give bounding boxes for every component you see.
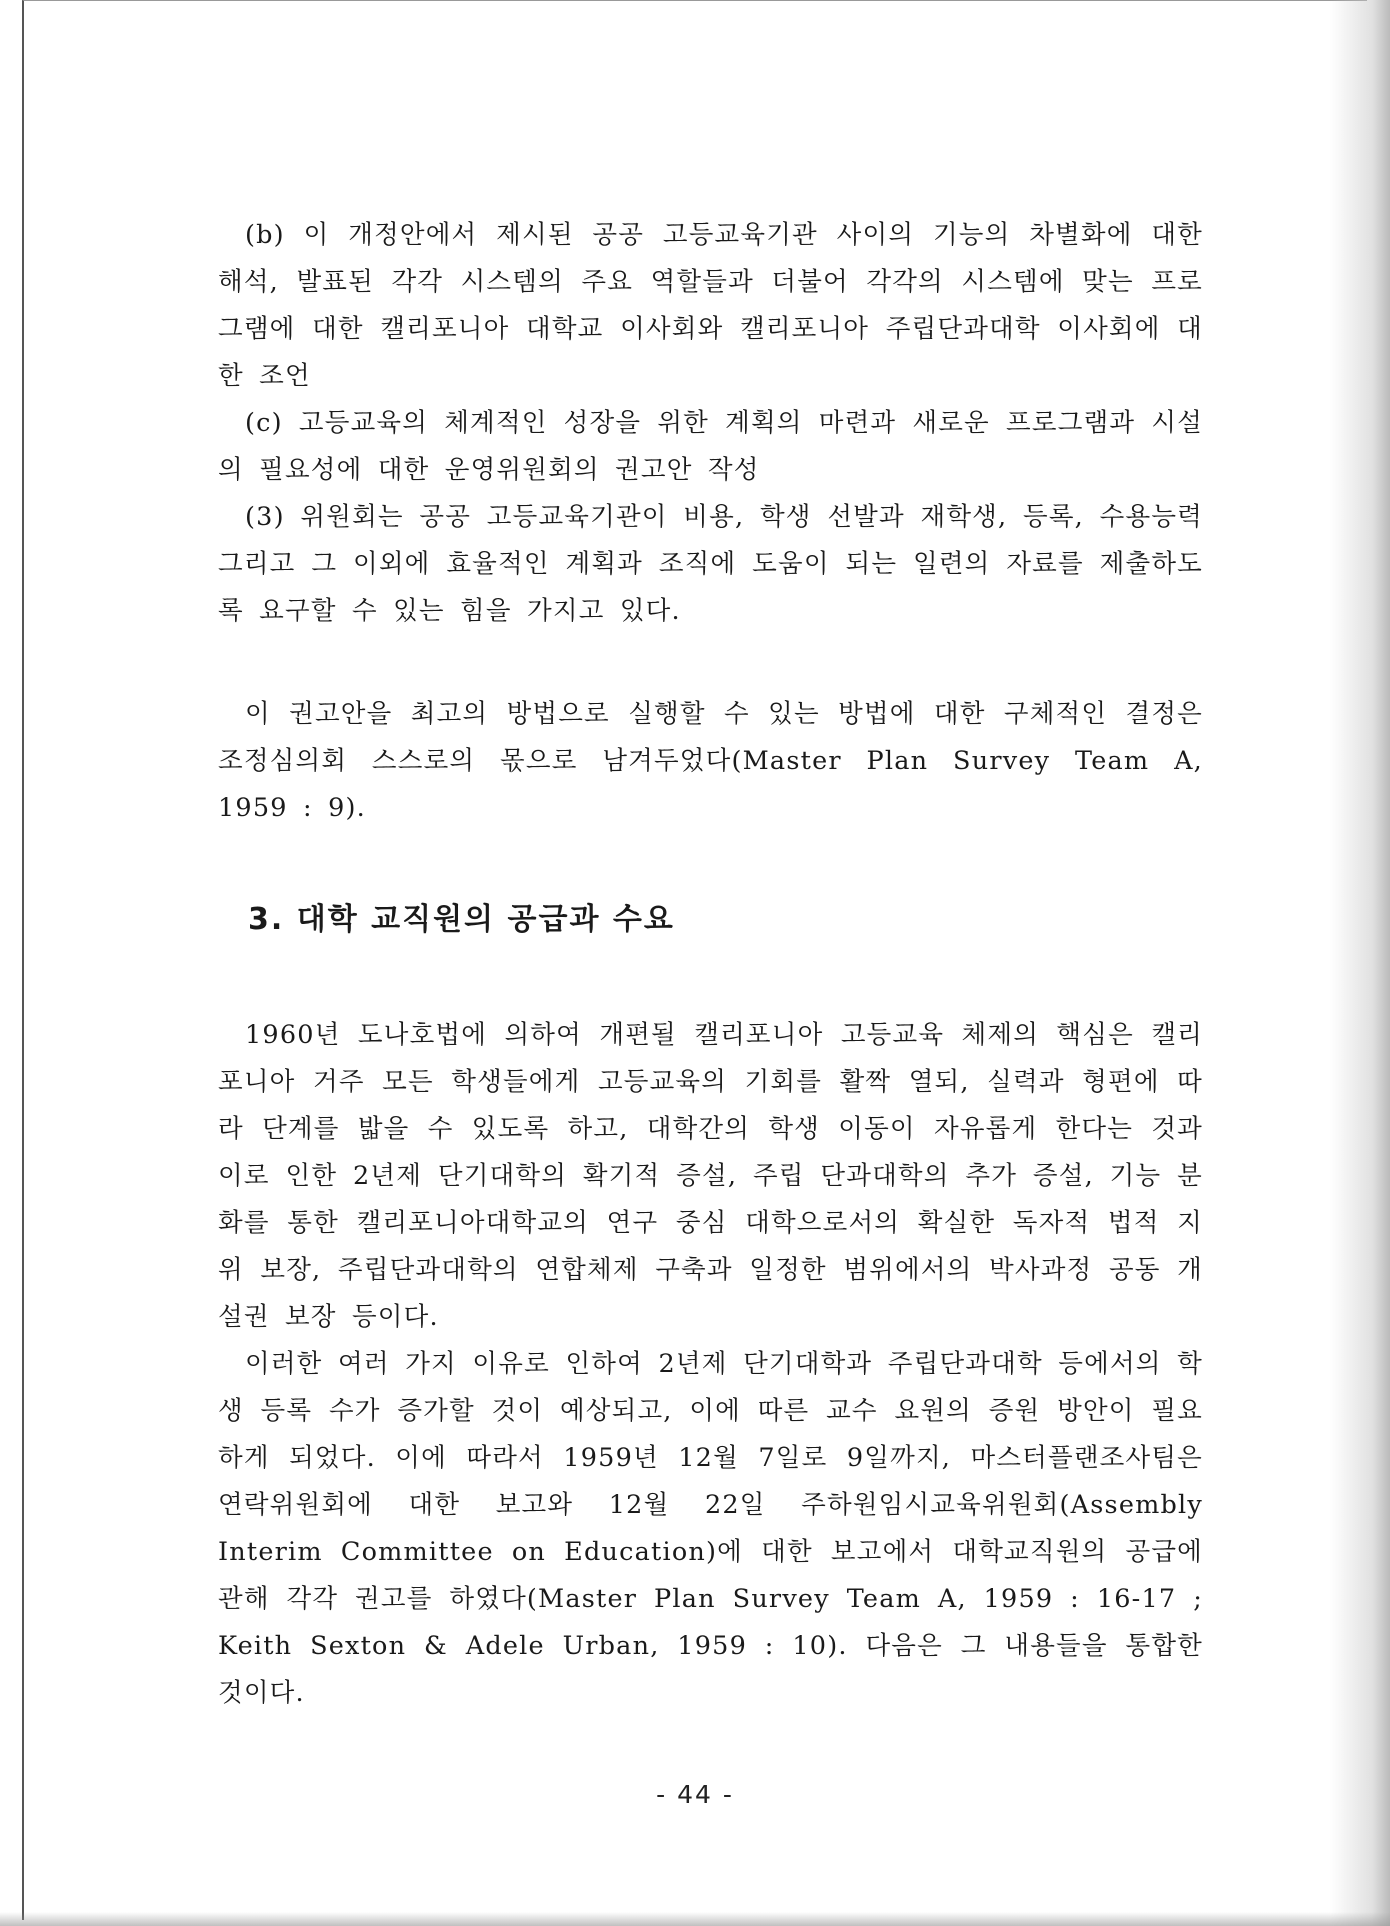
- page-number: - 44 -: [656, 1780, 734, 1809]
- section-paragraph-1: 1960년 도나호법에 의하여 개편될 캘리포니아 고등교육 체제의 핵심은 캘리포니아 거주 모든 학생들에게 고등교육의 기회를 활짝 열되, 실력과 형편에 따라 단계를 밟을 수 있도록 하고, 대학간의 학생 이동이 자유롭게 한다는 것과 이로 인한 2년제 단기대학의 확기적 증설, 주립 단과대학의 추가 증설, 기능 분화를 통한 캘리포니아대학교의 연구 중심 대학으로서의 확실한 독자적 법적 지위 보장, 주립단과대학의 연합체제 구축과 일정한 범위에서의 박사과정 공동 개설권 보장 등이다.: [218, 1020, 1203, 1332]
- paragraph-recommendation: 이 권고안을 최고의 방법으로 실행할 수 있는 방법에 대한 구체적인 결정은 조정심의회 스스로의 몫으로 남겨두었다(Master Plan Survey Team A, 1959 : 9).: [218, 699, 1203, 823]
- paragraph-3: (3) 위원회는 공공 고등교육기관이 비용, 학생 선발과 재학생, 등록, 수용능력 그리고 그 이외에 효율적인 계획과 조직에 도움이 되는 일련의 자료를 제출하도록 요구할 수 있는 힘을 가지고 있다.: [218, 502, 1203, 626]
- paragraph-c: (c) 고등교육의 체계적인 성장을 위한 계획의 마련과 새로운 프로그램과 시설의 필요성에 대한 운영위원회의 권고안 작성: [218, 408, 1203, 485]
- section-heading: 3. 대학 교직원의 공급과 수요: [248, 902, 675, 937]
- page-bottom-shadow: [0, 1912, 1390, 1926]
- section-paragraph-2: 이러한 여러 가지 이유로 인하여 2년제 단기대학과 주립단과대학 등에서의 학생 등록 수가 증가할 것이 예상되고, 이에 따른 교수 요원의 증원 방안이 필요하게 되었다. 이에 따라서 1959년 12월 7일로 9일까지, 마스터플랜조사팀은 연락위원회에 대한 보고와 12월 22일 주하원임시교육위원회(Assembly Interim Committee on Education)에 대한 보고에서 대학교직원의 공급에 관해 각각 권고를 하였다(Master Plan Survey Team A, 1959 : 16-17 ; Keith Sexton & Adele Urban, 1959 : 10). 다음은 그 내용들을 통합한 것이다.: [218, 1349, 1203, 1708]
- paragraph-b: (b) 이 개정안에서 제시된 공공 고등교육기관 사이의 기능의 차별화에 대한 해석, 발표된 각각 시스템의 주요 역할들과 더불어 각각의 시스템에 맞는 프로그램에 대한 캘리포니아 대학교 이사회와 캘리포니아 주립단과대학 이사회에 대한 조언: [218, 220, 1203, 391]
- page-edge-shadow: [1330, 0, 1390, 1926]
- page-content: [218, 212, 1203, 1717]
